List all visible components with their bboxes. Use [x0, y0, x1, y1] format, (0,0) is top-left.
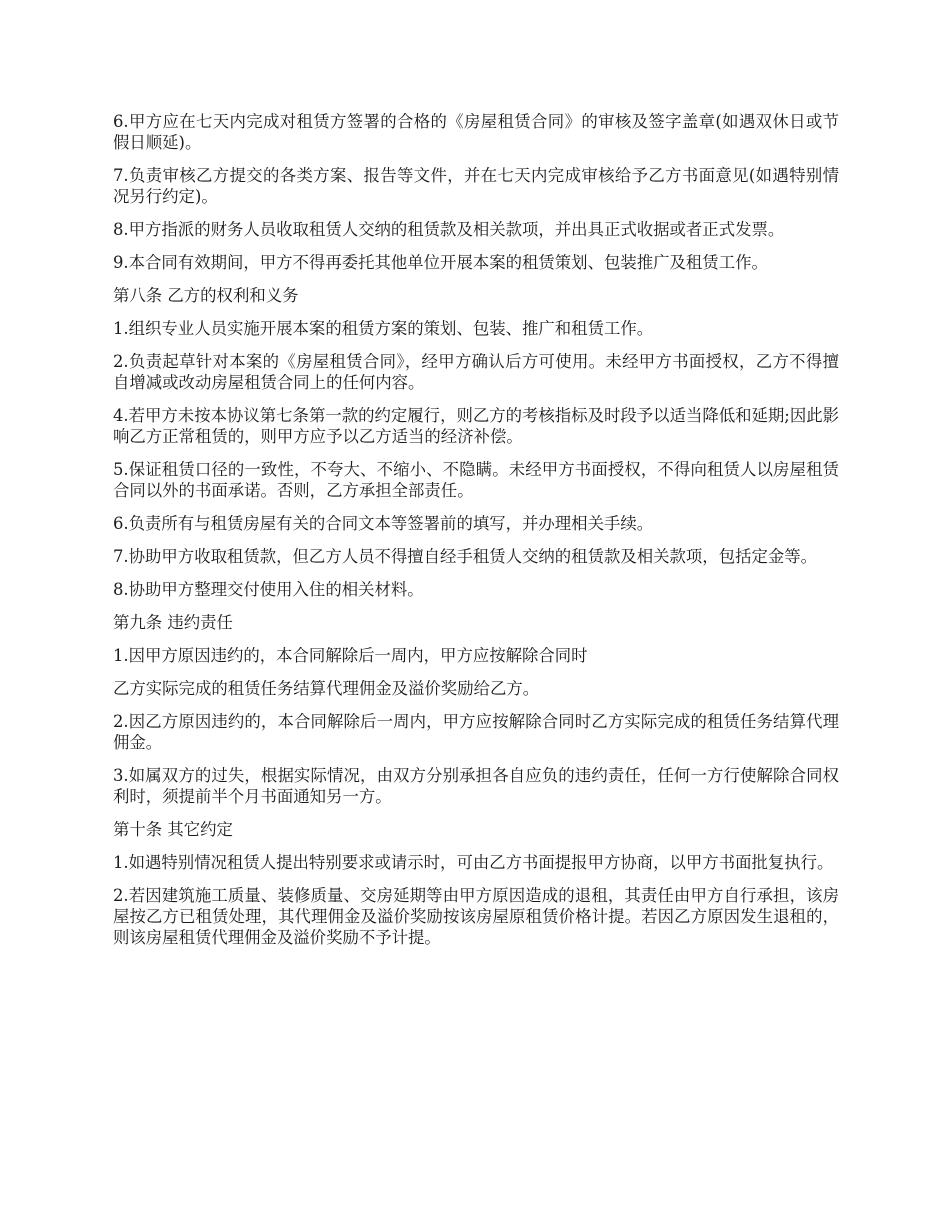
paragraph-2: 8.甲方指派的财务人员收取租赁人交纳的租赁款及相关款项，并出具正式收据或者正式发票。 [113, 220, 785, 239]
paragraph-0: 6.甲方应在七天内完成对租赁方签署的合格的《房屋租赁合同》的审核及签字盖章(如遇双休日或节假日顺延)。 [113, 112, 839, 152]
paragraph-19: 2.若因建筑施工质量、装修质量、交房延期等由甲方原因造成的退租，其责任由甲方自行承担，该房屋按乙方已租赁处理，其代理佣金及溢价奖励按该房屋原租赁价格计提。若因乙方原因发生退租的，则该房屋租赁代理佣金及溢价奖励不予计提。 [113, 886, 839, 947]
paragraph-9: 6.负责所有与租赁房屋有关的合同文本等签署前的填写，并办理相关手续。 [113, 514, 654, 533]
section-heading-article-10: 第十条 其它约定 [113, 820, 233, 839]
paragraph-5: 1.组织专业人员实施开展本案的租赁方案的策划、包装、推广和租赁工作。 [113, 319, 654, 338]
section-heading-article-8: 第八条 乙方的权利和义务 [113, 286, 299, 305]
document-body [113, 111, 839, 960]
section-heading-article-9: 第九条 违约责任 [113, 613, 233, 632]
paragraph-10: 7.协助甲方收取租赁款，但乙方人员不得擅自经手租赁人交纳的租赁款及相关款项，包括定金等。 [113, 547, 818, 566]
paragraph-13: 1.因甲方原因违约的，本合同解除后一周内，甲方应按解除合同时 [113, 646, 588, 665]
paragraph-1: 7.负责审核乙方提交的各类方案、报告等文件，并在七天内完成审核给予乙方书面意见(如遇特别情况另行约定)。 [113, 166, 839, 206]
paragraph-11: 8.协助甲方整理交付使用入住的相关材料。 [113, 580, 424, 599]
paragraph-3: 9.本合同有效期间，甲方不得再委托其他单位开展本案的租赁策划、包装推广及租赁工作。 [113, 253, 768, 272]
paragraph-14: 乙方实际完成的租赁任务结算代理佣金及溢价奖励给乙方。 [113, 679, 540, 698]
paragraph-16: 3.如属双方的过失，根据实际情况，由双方分别承担各自应负的违约责任，任何一方行使解除合同权利时，须提前半个月书面通知另一方。 [113, 766, 839, 806]
paragraph-18: 1.如遇特别情况租赁人提出特别要求或请示时，可由乙方书面提报甲方协商，以甲方书面批复执行。 [113, 853, 834, 872]
paragraph-6: 2.负责起草针对本案的《房屋租赁合同》，经甲方确认后方可使用。未经甲方书面授权，乙方不得擅自增减或改动房屋租赁合同上的任何内容。 [113, 352, 839, 392]
paragraph-7: 4.若甲方未按本协议第七条第一款的约定履行，则乙方的考核指标及时段予以适当降低和延期;因此影响乙方正常租赁的，则甲方应予以乙方适当的经济补偿。 [113, 406, 839, 446]
paragraph-8: 5.保证租赁口径的一致性，不夸大、不缩小、不隐瞒。未经甲方书面授权，不得向租赁人以房屋租赁合同以外的书面承诺。否则，乙方承担全部责任。 [113, 460, 839, 500]
paragraph-15: 2.因乙方原因违约的，本合同解除后一周内，甲方应按解除合同时乙方实际完成的租赁任务结算代理佣金。 [113, 712, 839, 752]
